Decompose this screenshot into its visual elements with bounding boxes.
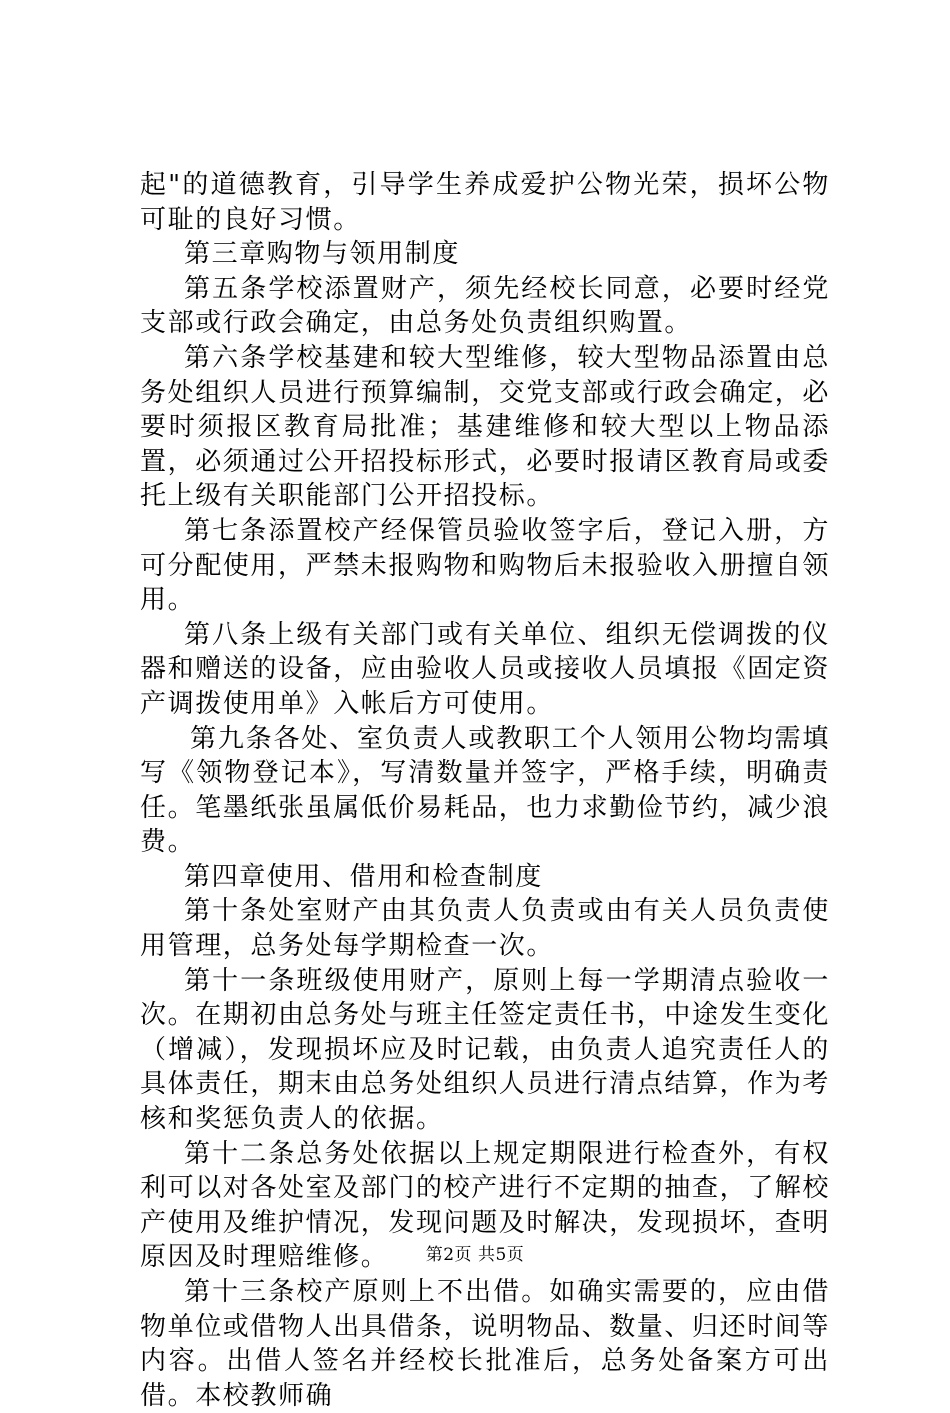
article-9: 第九条各处、室负责人或教职工个人领用公物均需填写《领物登记本》，写清数量并签字，严格手续，明确责任。笔墨纸张虽属低价易耗品，也力求勤俭节约，减少浪费。 [140,723,831,858]
article-12: 第十二条总务处依据以上规定期限进行检查外，有权利可以对各处室及部门的校产进行不定期的抽查，了解校产使用及维护情况，发现问题及时解决，发现损坏，查明原因及时理赔维修。 [140,1138,831,1273]
chapter-heading-4: 第四章使用、借用和检查制度 [184,861,543,892]
article-6: 第六条学校基建和较大型维修，较大型物品添置由总务处组织人员进行预算编制，交党支部或行政会确定，必要时须报区教育局批准；基建维修和较大型以上物品添置，必须通过公开招投标形式，必要时报请区教育局或委托上级有关职能部门公开招投标。 [140,342,831,512]
article-8: 第八条上级有关部门或有关单位、组织无偿调拨的仪器和赠送的设备，应由验收人员或接收人员填报《固定资产调拨使用单》入帐后方可使用。 [140,619,831,719]
article-10: 第十条处室财产由其负责人负责或由有关人员负责使用管理，总务处每学期检查一次。 [140,896,830,962]
paragraph-continuation: 起"的道德教育，引导学生养成爱护公物光荣，损坏公物可耻的良好习惯。 [140,170,830,235]
document-body [140,168,830,1413]
page-number-footer: 第2页 共5页 [425,1245,525,1265]
chapter-heading-3: 第三章购物与领用制度 [184,239,461,270]
article-5: 第五条学校添置财产，须先经校长同意，必要时经党支部或行政会确定，由总务处负责组织购置。 [140,273,830,339]
article-13: 第十三条校产原则上不出借。如确实需要的，应由借物单位或借物人出具借条，说明物品、数量、归还时间等内容。出借人签名并经校长批准后，总务处备案方可出借。本校教师确 [140,1277,831,1411]
article-7: 第七条添置校产经保管员验收签字后，登记入册，方可分配使用，严禁未报购物和购物后未报验收入册擅自领用。 [140,515,831,616]
article-11: 第十一条班级使用财产，原则上每一学期清点验收一次。在期初由总务处与班主任签定责任书，中途发生变化（增减），发现损坏应及时记载，由负责人追究责任人的具体责任，期末由总务处组织人员进行清点结算，作为考核和奖惩负责人的依据。 [140,965,831,1135]
